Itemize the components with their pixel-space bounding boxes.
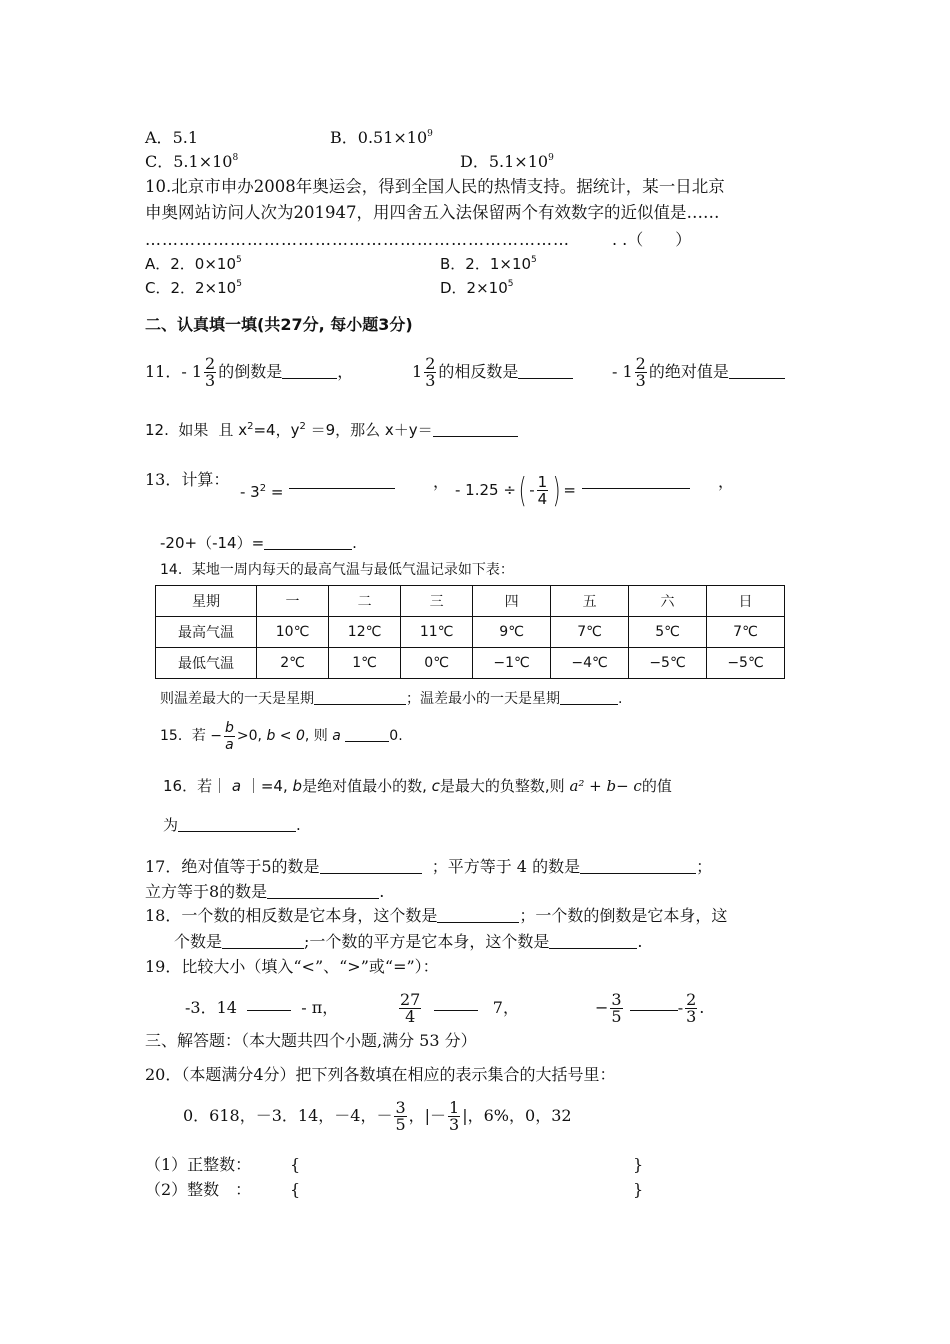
q14-question: 则温差最大的一天是星期 ；温差最小的一天是星期 .	[160, 688, 622, 709]
q14-blank-1[interactable]	[314, 688, 406, 705]
table-cell: 星期	[156, 586, 257, 617]
q13-blank-3[interactable]	[264, 533, 352, 550]
table-cell: −5℃	[707, 648, 785, 679]
q9-option-a: A．5.1	[145, 128, 199, 147]
q13-blank-2[interactable]	[582, 472, 690, 492]
table-cell: 5℃	[629, 617, 707, 648]
table-cell: 六	[629, 586, 707, 617]
q17-blank-1[interactable]	[320, 857, 422, 874]
table-cell: 7℃	[551, 617, 629, 648]
q18-blank-3[interactable]	[549, 932, 637, 949]
table-cell: 日	[707, 586, 785, 617]
q10-answer-paren: . .（ ）	[612, 230, 692, 249]
table-cell: 10℃	[257, 617, 329, 648]
q10-option-a: A．2．$0\times 10^5$	[145, 255, 242, 273]
table-cell: 2℃	[257, 648, 329, 679]
q13-sep2: ，	[718, 472, 735, 491]
q12-blank[interactable]	[433, 420, 518, 437]
table-row-header	[156, 586, 785, 617]
q13-label: 13．计算：	[145, 470, 230, 489]
q10-line2: 申奥网站访问人次为201947，用四舍五入法保留两个有效数字的近似值是……	[145, 203, 720, 222]
q10-option-b: B．2．$1\times 10^5$	[440, 255, 537, 273]
temperature-table	[155, 585, 785, 679]
q17-line1: 17．绝对值等于5的数是 ；平方等于 4 的数是 ；	[145, 857, 713, 876]
q17-blank-2[interactable]	[580, 857, 696, 874]
section2-heading: 二、认真填一填(共27分, 每小题3分)	[145, 315, 413, 334]
table-cell: 12℃	[329, 617, 401, 648]
q13-blank-1[interactable]	[289, 472, 395, 492]
q9-option-c: C．$5.1\times 10^8$	[145, 152, 239, 171]
q18-blank-1[interactable]	[437, 906, 519, 923]
q9-option-b: B．$0.51\times 10^9$	[330, 128, 433, 147]
q10-option-c: C．2．$2\times 10^5$	[145, 279, 242, 297]
q15: 15．若 − $\frac{b}{a}$ >0, b < 0, 则 a 0.	[160, 719, 403, 753]
q20-frac-2: $\frac{1}{3}$	[449, 1098, 460, 1134]
q16-blank[interactable]	[178, 815, 296, 832]
q18-line2: 个数是 ;一个数的平方是它本身，这个数是 .	[174, 932, 643, 951]
q11-part2: 1 $\frac{2}{3}$ 的相反数是	[412, 352, 573, 392]
q15-frac: $\frac{b}{a}$	[225, 719, 234, 753]
q10-line1: 10.北京市申办2008年奥运会，得到全国人民的热情支持。据统计，某一日北京	[145, 177, 725, 196]
table-row-high	[156, 617, 785, 648]
q9-option-d: D．$5.1\times 10^9$	[460, 152, 554, 171]
q13-expr1: - $3^2$ =	[240, 483, 284, 501]
table-cell: 一	[257, 586, 329, 617]
q19-expr-1: -3．14 - π，	[185, 985, 338, 1031]
q13-line2: -20+（-14）= .	[160, 534, 357, 552]
table-cell: 二	[329, 586, 401, 617]
table-cell: 三	[401, 586, 473, 617]
table-cell: −1℃	[473, 648, 551, 679]
q18-blank-2[interactable]	[222, 932, 304, 949]
table-cell: −5℃	[629, 648, 707, 679]
table-cell: 最低气温	[156, 648, 257, 679]
q19-blank-3[interactable]	[630, 994, 678, 1011]
q11: 11．- 1 $\frac{2}{3}$ 的倒数是 ，	[145, 354, 354, 390]
q15-blank[interactable]	[345, 725, 389, 742]
q11-blank-2[interactable]	[518, 362, 573, 379]
q20-frac-1: $\frac{3}{5}$	[395, 1098, 406, 1134]
q20-set-integers: （2）整数 ：	[145, 1180, 252, 1199]
q20-set1-answer-area[interactable]	[300, 1155, 630, 1175]
q16-line2: 为 .	[163, 816, 301, 834]
q19-frac-1: $\frac{27}{4}$	[400, 990, 421, 1026]
q20-title: 20．（本题满分4分）把下列各数填在相应的表示集合的大括号里：	[145, 1065, 616, 1084]
table-cell: 11℃	[401, 617, 473, 648]
q11-blank-1[interactable]	[282, 362, 337, 379]
q19-blank-1[interactable]	[247, 994, 291, 1011]
q19-frac-3: $\frac{2}{3}$	[686, 990, 697, 1026]
table-cell: 9℃	[473, 617, 551, 648]
q20-numbers: 0．618，－3．14，－4，－ $\frac{3}{5}$ ，|－ $\frac{1}{3}$ |，6%，0，32	[183, 1098, 572, 1134]
q11-frac-3: $\frac{2}{3}$	[635, 354, 646, 390]
table-cell: 7℃	[707, 617, 785, 648]
q19-expr-2: $\frac{27}{4}$ 7，	[400, 990, 519, 1026]
q14-intro: 14．某地一周内每天的最高气温与最低气温记录如下表：	[160, 562, 514, 578]
q13-frac: $\frac{1}{4}$	[537, 473, 548, 508]
q11-frac-2: $\frac{2}{3}$	[425, 354, 436, 390]
q20-set2-brace-open: {	[290, 1180, 301, 1199]
table-cell: 0℃	[401, 648, 473, 679]
q19-text: 19．比较大小（填入“<”、“>”或“=”）：	[145, 957, 439, 976]
q14-blank-2[interactable]	[560, 688, 618, 705]
table-cell: 五	[551, 586, 629, 617]
table-row-low	[156, 648, 785, 679]
q20-set2-brace-close: }	[633, 1180, 644, 1199]
q11-blank-3[interactable]	[729, 362, 785, 379]
q20-set1-brace-open: {	[290, 1155, 301, 1174]
q20-set1-brace-close: }	[633, 1155, 644, 1174]
table-cell: 最高气温	[156, 617, 257, 648]
q17-line2: 立方等于8的数是 .	[145, 882, 385, 901]
q11-frac-1: $\frac{2}{3}$	[205, 354, 216, 390]
q12: 12. 如果 且 $x^2=4$，$y^2 =9$，那么 x＋y＝	[145, 420, 518, 440]
table-cell: 四	[473, 586, 551, 617]
q17-blank-3[interactable]	[267, 882, 379, 899]
section3-heading: 三、解答题：（本大题共四个小题,满分 53 分）	[145, 1031, 477, 1050]
q19-blank-2[interactable]	[434, 994, 478, 1011]
q19-expr-3: − $\frac{3}{5}$ - $\frac{2}{3}$ .	[595, 990, 705, 1026]
q20-set-positive-integers: （1）正整数：	[145, 1155, 252, 1174]
q16-line1: 16．若｜ a ｜=4, b是绝对值最小的数, c是最大的负整数,则 a² + b− c的值	[163, 777, 672, 795]
q11-part3: - 1 $\frac{2}{3}$ 的绝对值是	[612, 352, 785, 392]
q18-line1: 18．一个数的相反数是它本身，这个数是 ；一个数的倒数是它本身，这	[145, 906, 728, 925]
table-cell: 1℃	[329, 648, 401, 679]
q19-frac-2: $\frac{3}{5}$	[611, 990, 622, 1026]
q13-sep1: ，	[433, 472, 450, 491]
q10-dots: …………………………………………………………………	[145, 230, 570, 249]
table-cell: −4℃	[551, 648, 629, 679]
q20-set2-answer-area[interactable]	[300, 1180, 630, 1200]
q10-option-d: D．$2\times 10^5$	[440, 279, 514, 297]
q13-expr2: - 1.25 ÷( - $\frac{1}{4}$ ) =	[455, 470, 576, 511]
